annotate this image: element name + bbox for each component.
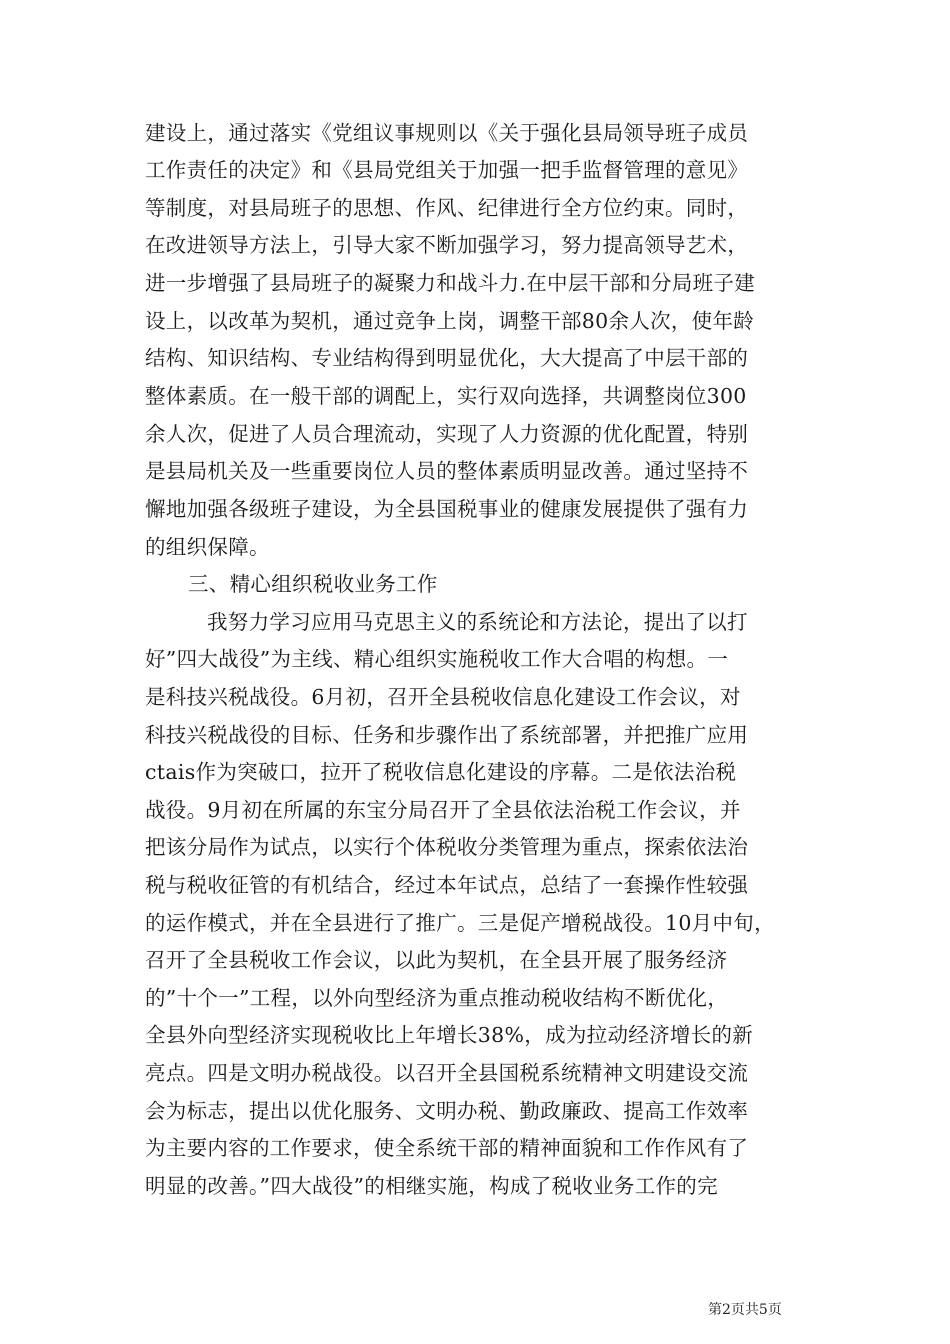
text-line: 税与税收征管的有机结合，经过本年试点，总结了一套操作性较强: [145, 873, 749, 897]
text-line: 等制度，对县局班子的思想、作风、纪律进行全方位约束。同时，: [145, 196, 749, 220]
page-number: 第2页共5页: [708, 1302, 782, 1318]
text-line: 是县局机关及一些重要岗位人员的整体素质明显改善。通过坚持不: [145, 459, 749, 483]
text-line: 的运作模式，并在全县进行了推广。三是促产增税战役。10月中旬，: [145, 911, 775, 935]
text-line: 建设上，通过落实《党组议事规则以《关于强化县局领导班子成员: [145, 121, 749, 145]
text-line: 的”十个一”工程，以外向型经济为重点推动税收结构不断优化，: [145, 986, 729, 1010]
text-line: 好”四大战役”为主线、精心组织实施税收工作大合唱的构想。一: [145, 647, 729, 671]
text-line: 我努力学习应用马克思主义的系统论和方法论，提出了以打: [207, 610, 748, 634]
text-line: 余人次，促进了人员合理流动，实现了人力资源的优化配置，特别: [145, 422, 749, 446]
text-line: 亮点。四是文明办税战役。以召开全县国税系统精神文明建设交流: [145, 1061, 749, 1085]
text-line: 会为标志，提出以优化服务、文明办税、勤政廉政、提高工作效率: [145, 1099, 749, 1123]
text-line: 把该分局作为试点，以实行个体税收分类管理为重点，探索依法治: [145, 835, 749, 859]
text-line: 明显的改善。”四大战役”的相继实施，构成了税收业务工作的完: [145, 1174, 718, 1198]
text-line: 全县外向型经济实现税收比上年增长38%，成为拉动经济增长的新: [145, 1023, 754, 1047]
text-line: 召开了全县税收工作会议，以此为契机，在全县开展了服务经济: [145, 948, 728, 972]
text-line: 的组织保障。: [145, 535, 270, 559]
text-line: 结构、知识结构、专业结构得到明显优化，大大提高了中层干部的: [145, 346, 749, 370]
text-line: ctais作为突破口，拉开了税收信息化建设的序幕。二是依法治税: [145, 760, 737, 784]
text-line: 为主要内容的工作要求，使全系统干部的精神面貌和工作作风有了: [145, 1136, 749, 1160]
text-line: 设上，以改革为契机，通过竞争上岗，调整干部80余人次，使年龄: [145, 309, 755, 333]
text-line: 进一步增强了县局班子的凝聚力和战斗力.在中层干部和分局班子建: [145, 271, 756, 295]
section-heading: 三、精心组织税收业务工作: [188, 572, 438, 596]
text-line: 懈地加强各级班子建设，为全县国税事业的健康发展提供了强有力: [145, 497, 749, 521]
text-line: 科技兴税战役的目标、任务和步骤作出了系统部署，并把推广应用: [145, 723, 749, 747]
text-line: 工作责任的决定》和《县局党组关于加强一把手监督管理的意见》: [145, 158, 749, 182]
text-line: 是科技兴税战役。6月初，召开全县税收信息化建设工作会议，对: [145, 685, 741, 709]
text-line: 整体素质。在一般干部的调配上，实行双向选择，共调整岗位300: [145, 384, 747, 408]
text-line: 在改进领导方法上，引导大家不断加强学习，努力提高领导艺术，: [145, 233, 749, 257]
text-line: 战役。9月初在所属的东宝分局召开了全县依法治税工作会议，并: [145, 798, 741, 822]
